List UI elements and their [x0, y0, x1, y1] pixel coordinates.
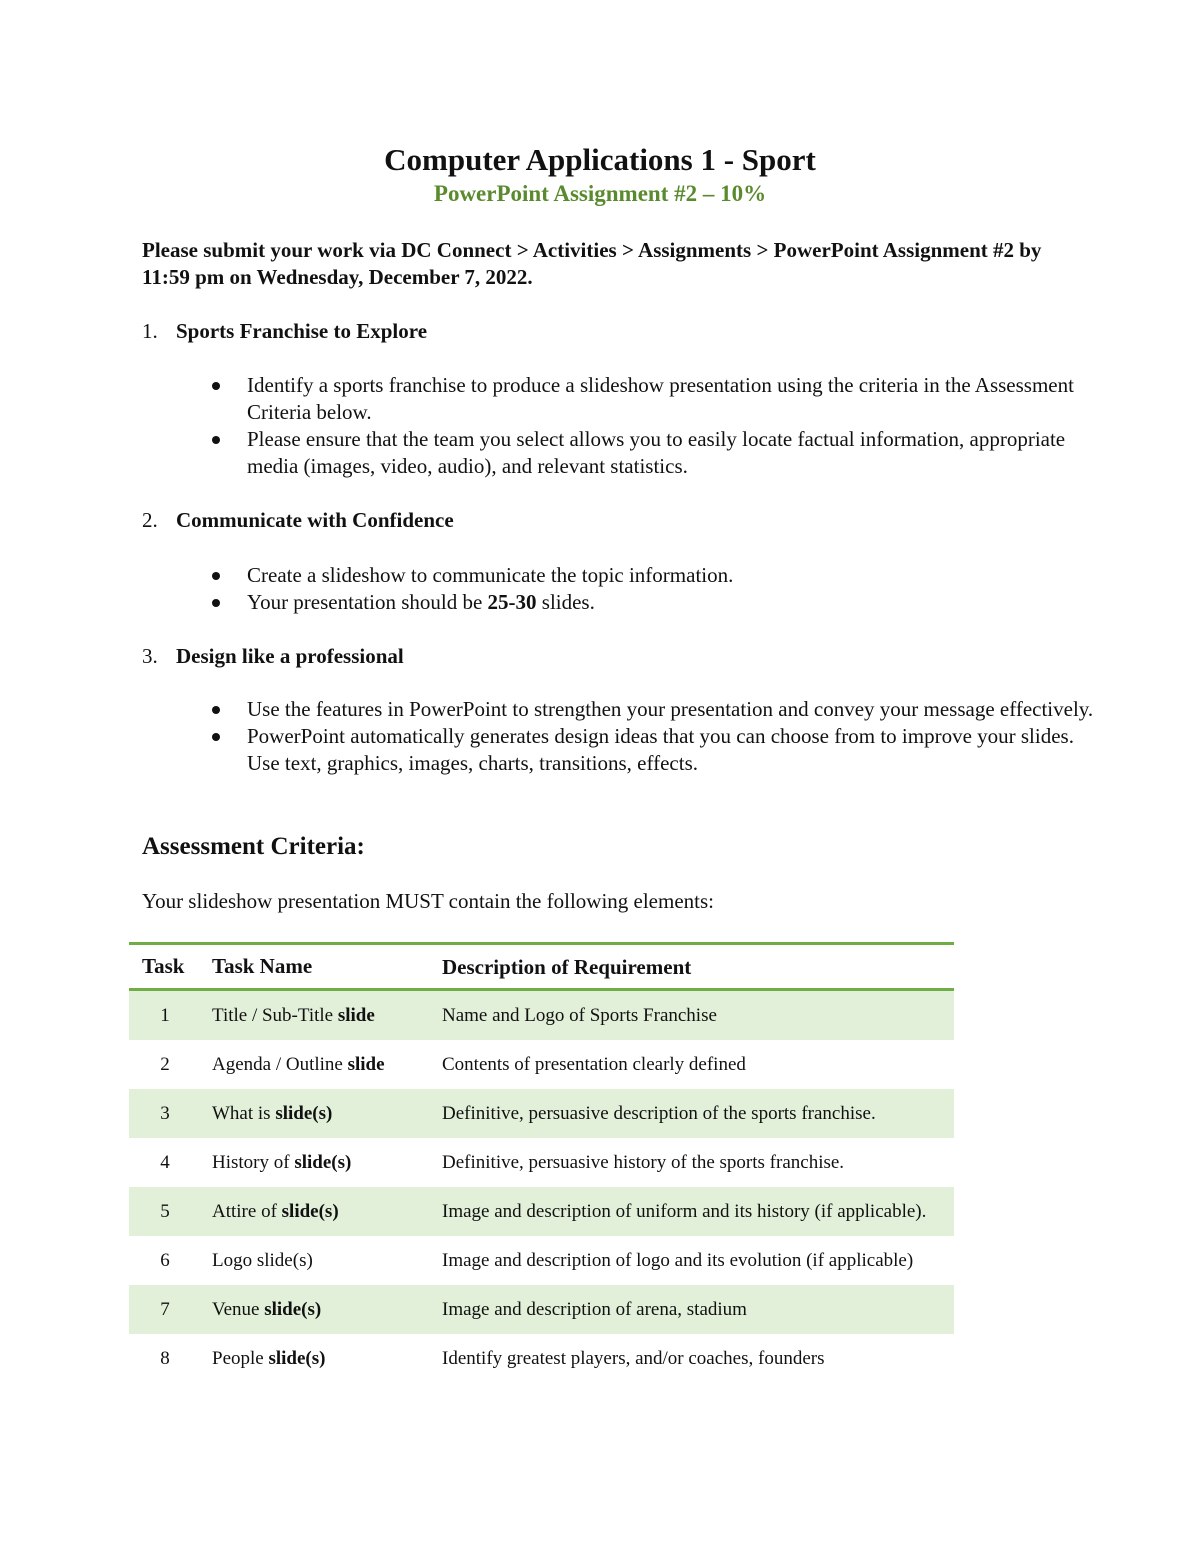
section-2 [142, 507, 1102, 616]
table-row [129, 1138, 954, 1187]
task-name-bold: slide(s) [264, 1298, 322, 1320]
criteria-heading: Assessment Criteria: [142, 833, 365, 860]
task-number: 6 [160, 1249, 170, 1271]
task-name-text: Agenda / Outline [212, 1053, 348, 1075]
task-name [212, 1089, 437, 1138]
task-description: Image and description of uniform and its history (if applicable). [442, 1200, 927, 1222]
header-task: Task [142, 954, 185, 978]
criteria-intro: Your slideshow presentation MUST contain the following elements: [142, 889, 715, 913]
section-title: Design like a professional [176, 644, 404, 668]
task-name-text: Attire of [212, 1200, 282, 1222]
table-row [129, 1040, 954, 1089]
table-row [129, 1236, 954, 1285]
table-header-row [129, 945, 954, 991]
task-name-text: Title / Sub-Title [212, 1004, 338, 1026]
task-name [212, 991, 437, 1040]
section-title: Sports Franchise to Explore [176, 319, 428, 343]
section-number: 1. [142, 319, 158, 343]
task-number: 1 [160, 1004, 170, 1026]
task-description: Identify greatest players, and/or coaches, founders [442, 1347, 825, 1369]
page-subtitle: PowerPoint Assignment #2 – 10% [433, 181, 767, 206]
task-description: Image and description of arena, stadium [442, 1298, 747, 1320]
bullet-text: Please ensure that the team you select allows you to easily locate factual information, appropriate media (images, video, audio), and relevant statistics. [247, 427, 1066, 478]
section-heading [142, 643, 1102, 670]
bullet-icon [212, 382, 220, 390]
task-name [212, 1236, 437, 1285]
section-title: Communicate with Confidence [176, 508, 454, 532]
task-name-bold: slide [337, 1004, 375, 1026]
table-row [129, 1089, 954, 1138]
task-number: 4 [160, 1151, 170, 1173]
table-body [129, 991, 954, 1383]
bullet-list [142, 696, 1102, 777]
task-name [212, 1285, 437, 1334]
section-number: 2. [142, 508, 158, 532]
task-name [212, 1187, 437, 1236]
bullet-text-start: Your presentation should be [247, 590, 488, 614]
task-name-bold: slide [347, 1053, 385, 1075]
list-item [142, 426, 1102, 480]
slide-count: 25-30 [487, 590, 537, 614]
section-heading [142, 507, 1102, 534]
table-row [129, 991, 954, 1040]
section-number: 3. [142, 644, 158, 668]
task-number: 8 [160, 1347, 170, 1369]
bullet-text: PowerPoint automatically generates design ideas that you can choose from to improve your slides. Use text, graphics, images, charts, transitions, effects. [247, 724, 1074, 775]
header-description: Description of Requirement [442, 954, 692, 979]
task-name-bold: slide(s) [281, 1200, 339, 1222]
list-item [142, 723, 1102, 777]
task-name-text: What is [212, 1102, 276, 1124]
task-description: Definitive, persuasive description of the sports franchise. [442, 1102, 876, 1124]
task-name-bold: slide(s) [268, 1347, 326, 1369]
task-description: Definitive, persuasive history of the sports franchise. [442, 1151, 845, 1173]
task-name-bold: slide(s) [275, 1102, 333, 1124]
list-item [142, 589, 1102, 616]
bullet-icon [212, 572, 220, 580]
bullet-text-end: slides. [536, 590, 595, 614]
criteria-table [129, 942, 954, 1383]
bullet-list [142, 562, 1102, 616]
task-number: 2 [160, 1053, 170, 1075]
section-1 [142, 318, 1102, 480]
task-description: Image and description of logo and its evolution (if applicable) [442, 1249, 914, 1271]
bullet-text: Identify a sports franchise to produce a slideshow presentation using the criteria in the Assessment Criteria below. [247, 373, 1074, 424]
bullet-icon [212, 436, 220, 444]
list-item [142, 562, 1102, 589]
task-name-text: Venue [212, 1298, 265, 1320]
task-description: Name and Logo of Sports Franchise [442, 1004, 717, 1026]
task-description: Contents of presentation clearly defined [442, 1053, 746, 1075]
bullet-list [142, 372, 1102, 480]
table-row [129, 1285, 954, 1334]
list-item [142, 696, 1102, 723]
submission-instructions: Please submit your work via DC Connect > Activities > Assignments > PowerPoint Assignment #2 by 11:59 pm on Wednesday, December 7, 2022. [142, 238, 1042, 289]
header-task-name: Task Name [212, 954, 313, 978]
task-number: 5 [160, 1200, 170, 1222]
list-item [142, 372, 1102, 426]
task-name [212, 1138, 437, 1187]
bullet-icon [212, 706, 220, 714]
bullet-icon [212, 733, 220, 741]
task-number: 7 [160, 1298, 170, 1320]
task-name-text: Logo slide(s) [212, 1249, 313, 1271]
bullet-text: Create a slideshow to communicate the topic information. [247, 563, 734, 587]
section-heading [142, 318, 1102, 345]
section-3 [142, 643, 1102, 777]
bullet-text: Use the features in PowerPoint to strengthen your presentation and convey your message effectively. [247, 697, 1094, 721]
task-number: 3 [160, 1102, 170, 1124]
task-name [212, 1334, 437, 1383]
page-title: Computer Applications 1 - Sport [384, 142, 816, 177]
task-name-bold: slide(s) [294, 1151, 352, 1173]
table-row [129, 1187, 954, 1236]
table-row [129, 1334, 954, 1383]
task-name-text: History of [212, 1151, 295, 1173]
task-name [212, 1040, 437, 1089]
bullet-icon [212, 599, 220, 607]
task-name-text: People [212, 1347, 269, 1369]
